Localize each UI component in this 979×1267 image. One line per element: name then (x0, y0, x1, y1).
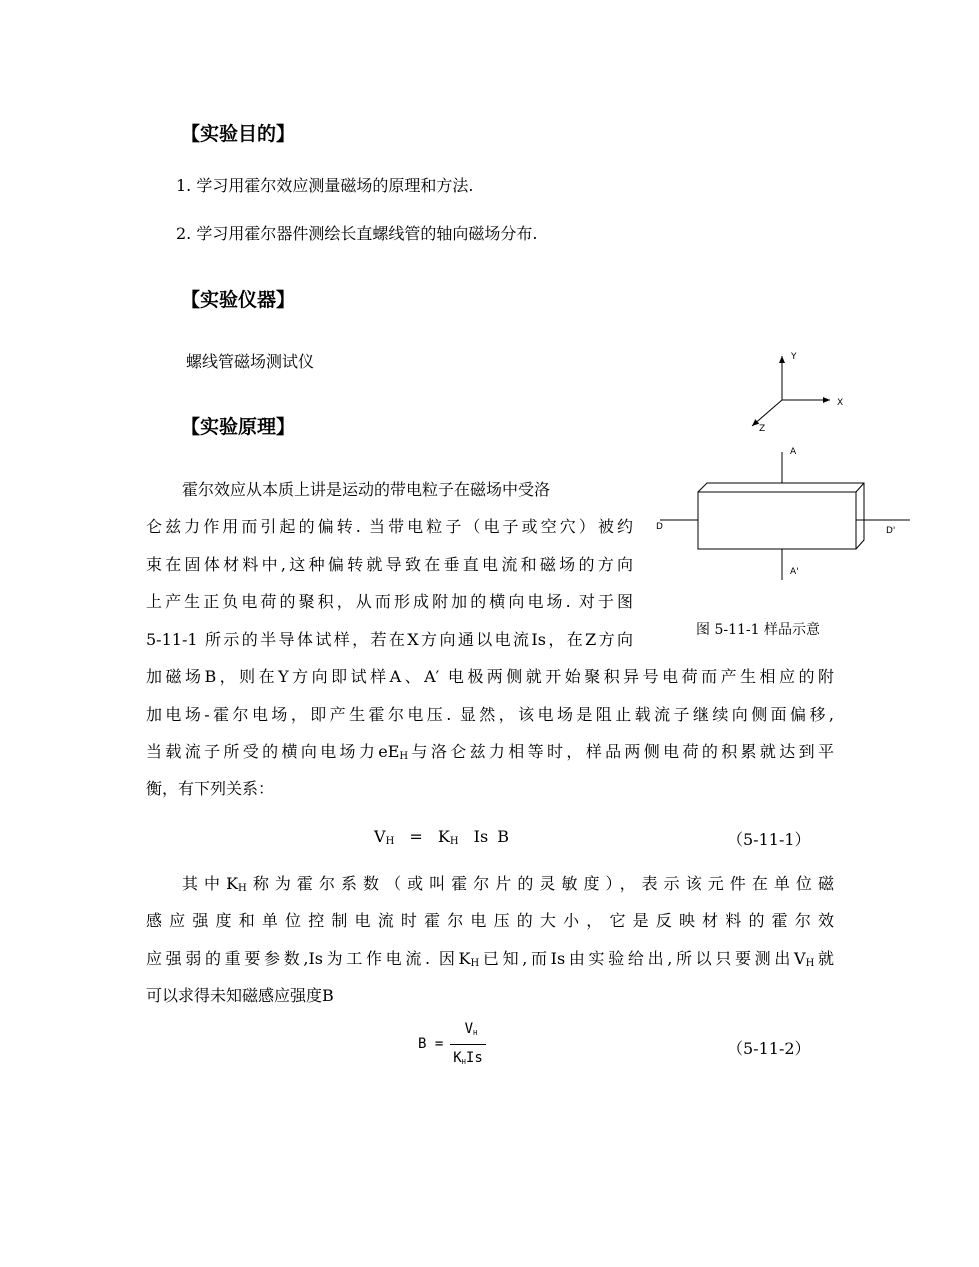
equation-number-1: （5-11-1） (727, 830, 811, 849)
purpose-item-2: 2. 学习用霍尔器件测绘长直螺线管的轴向磁场分布. (176, 224, 538, 243)
axis-x-label: X (837, 398, 844, 408)
z-axis-arrow (752, 400, 782, 426)
instrument-text: 螺线管磁场测试仪 (186, 352, 315, 371)
principle-p1-line8: 当载流子所受的横向电场力$eE_H$与洛仑兹力相等时，样品两侧电荷的积累就达到平 (146, 742, 834, 762)
figure-caption: 图 5-11-1 样品示意 (696, 622, 820, 638)
section-heading-instrument: 【实验仪器】 (181, 289, 296, 311)
equation-number-2: （5-11-2） (727, 1039, 811, 1058)
equation-b-lhs: B = (418, 1036, 444, 1052)
principle-p1-line4: 上产生正负电荷的聚积，从而形成附加的横向电场. 对于图 (146, 592, 633, 611)
principle-p1-line6: 加磁场B，则在Y方向即试样A、A′ 电极两侧就开始聚积异号电荷而产生相应的附 (146, 667, 834, 686)
principle-p1-line2: 仑兹力作用而引起的偏转. 当带电粒子（电子或空穴）被约 (146, 517, 633, 536)
electrode-d-prime-label: D' (886, 526, 896, 536)
fraction-bar (450, 1044, 486, 1045)
sample-top-side-faces (698, 483, 864, 549)
section-heading-purpose: 【实验目的】 (181, 123, 296, 145)
equation-hall-voltage: $V_H = K_H$ Is B (374, 827, 510, 847)
principle-p1-line1: 霍尔效应从本质上讲是运动的带电粒子在磁场中受洛 (182, 480, 551, 499)
section-heading-principle: 【实验原理】 (181, 416, 296, 438)
sample-front-face (698, 492, 856, 549)
axis-z-label: Z (759, 424, 766, 434)
equation-b-numerator: $V_H$ (464, 1021, 478, 1037)
electrode-a-label: A (790, 447, 797, 457)
principle-p2-line4: 可以求得未知磁感应强度B (146, 986, 334, 1005)
principle-p1-line9: 衡，有下列关系： (146, 779, 275, 798)
equation-b-denominator: $K_HIs$ (453, 1050, 483, 1066)
principle-p1-line5: 5-11-1 所示的半导体试样，若在X方向通以电流Is，在Z方向 (146, 630, 633, 649)
electrode-a-prime-label: A' (790, 567, 799, 577)
principle-p1-line3: 束在固体材料中,这种偏转就导致在垂直电流和磁场的方向 (146, 555, 633, 574)
purpose-item-1: 1. 学习用霍尔效应测量磁场的原理和方法. (176, 176, 474, 195)
sample-diagram (640, 340, 920, 600)
axis-y-label: Y (791, 352, 797, 362)
electrode-d-label: D (656, 522, 663, 532)
principle-p1-line7: 加电场-霍尔电场，即产生霍尔电压. 显然，该电场是阻止载流子继续向侧面偏移, (146, 705, 834, 724)
principle-p2-line1: 其中$K_H$称为霍尔系数（或叫霍尔片的灵敏度），表示该元件在单位磁 (182, 874, 834, 894)
principle-p2-line2: 感应强度和单位控制电流时霍尔电压的大小，它是反映材料的霍尔效 (146, 911, 834, 930)
principle-p2-line3: 应强弱的重要参数,Is为工作电流. 因$K_H$已知,而Is由实验给出,所以只要测出$V_H$就 (146, 949, 834, 969)
